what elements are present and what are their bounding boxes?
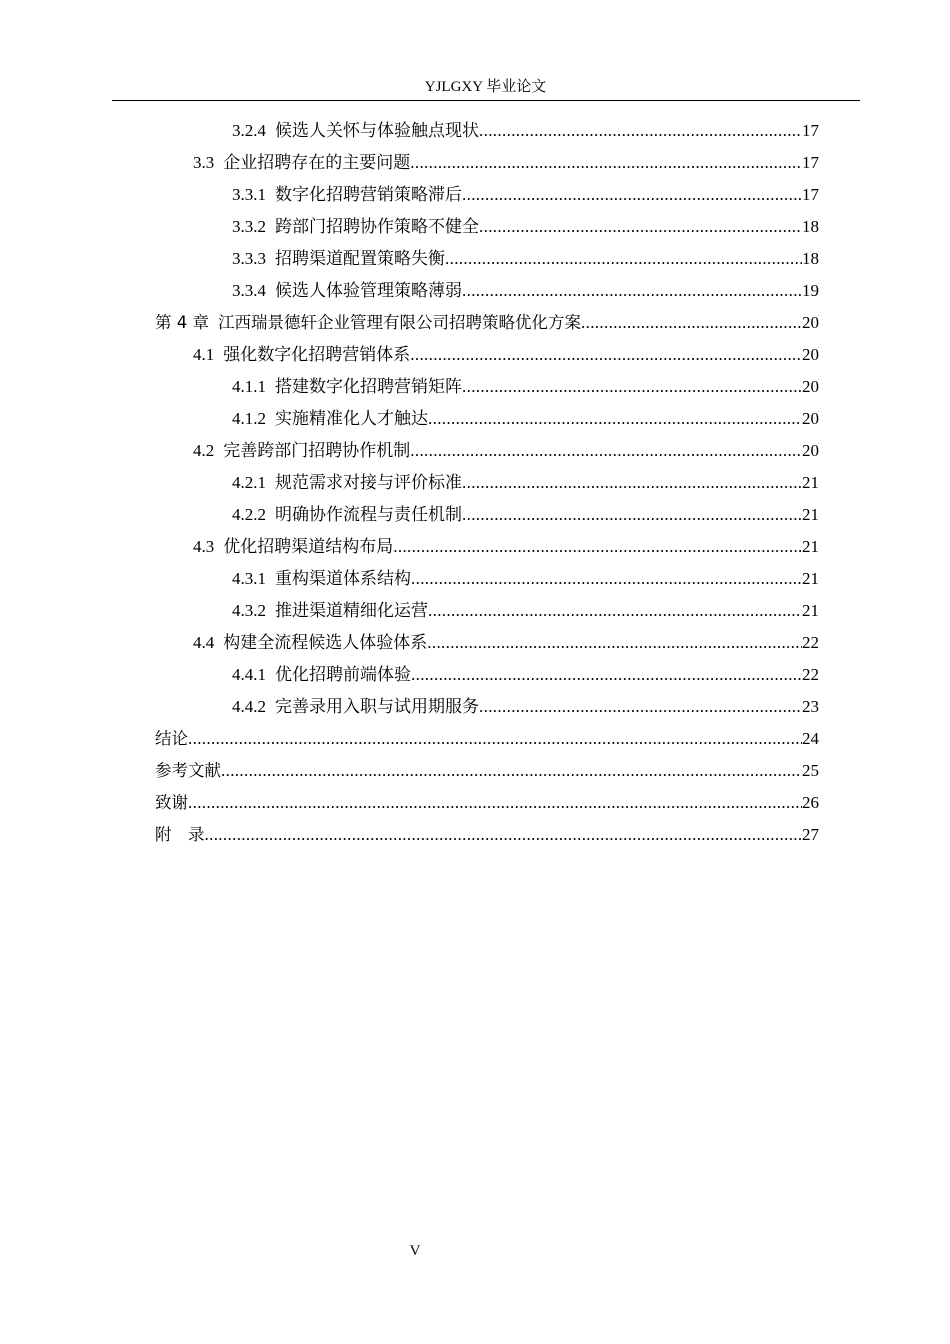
- toc-entry-title: 数字化招聘营销策略滞后: [275, 185, 462, 204]
- toc-dot-leader: [221, 755, 802, 787]
- toc-entry-page: 17: [802, 121, 819, 140]
- toc-entry[interactable]: [155, 435, 819, 467]
- toc-entry[interactable]: [155, 339, 819, 371]
- toc-dot-leader: [188, 787, 802, 819]
- toc-entry-title: 结论: [155, 729, 188, 748]
- toc-entry-page: 20: [802, 313, 819, 332]
- toc-entry-references[interactable]: [155, 755, 819, 787]
- toc-entry[interactable]: [155, 563, 819, 595]
- toc-entry-page: 24: [802, 729, 819, 748]
- toc-entry-number: 3.3.4: [232, 281, 266, 300]
- toc-dot-leader: [462, 371, 802, 403]
- toc-entry-number: 3.3.1: [232, 185, 266, 204]
- toc-entry-title: 优化招聘前端体验: [275, 665, 411, 684]
- toc-entry-number: 第 4 章: [155, 313, 209, 332]
- toc-entry-page: 20: [802, 377, 819, 396]
- toc-entry[interactable]: [155, 147, 819, 179]
- toc-entry-conclusion[interactable]: [155, 723, 819, 755]
- toc-entry-title: 强化数字化招聘营销体系: [223, 345, 411, 364]
- toc-entry-number: 4.1.2: [232, 409, 266, 428]
- toc-entry[interactable]: [155, 531, 819, 563]
- toc-entry-title: 附 录: [155, 825, 205, 844]
- toc-entry-title: 完善跨部门招聘协作机制: [223, 441, 411, 460]
- toc-entry[interactable]: [155, 211, 819, 243]
- toc-entry-page: 21: [802, 537, 819, 556]
- toc-dot-leader: [462, 499, 802, 531]
- toc-entry[interactable]: [155, 499, 819, 531]
- toc-entry-page: 22: [802, 665, 819, 684]
- toc-dot-leader: [462, 179, 802, 211]
- toc-entry-page: 20: [802, 409, 819, 428]
- toc-dot-leader: [205, 819, 803, 851]
- toc-entry-number: 4.3.1: [232, 569, 266, 588]
- toc-entry[interactable]: [155, 275, 819, 307]
- toc-entry-number: 4.4.2: [232, 697, 266, 716]
- toc-entry-page: 21: [802, 505, 819, 524]
- toc-dot-leader: [462, 275, 802, 307]
- toc-entry-title: 搭建数字化招聘营销矩阵: [275, 377, 462, 396]
- toc-entry-number: 4.3: [193, 537, 215, 556]
- toc-entry-title: 优化招聘渠道结构布局: [223, 537, 394, 556]
- toc-entry-title: 候选人关怀与体验触点现状: [275, 121, 479, 140]
- page-number: V: [409, 1243, 421, 1259]
- toc-dot-leader: [411, 563, 802, 595]
- toc-entry-page: 21: [802, 569, 819, 588]
- toc-entry-title: 致谢: [155, 793, 188, 812]
- page-header: YJLGXY 毕业论文: [424, 79, 547, 95]
- toc-entry-title: 推进渠道精细化运营: [275, 601, 428, 620]
- toc-dot-leader: [410, 435, 802, 467]
- toc-entry-number: 3.3: [193, 153, 215, 172]
- toc-entry-page: 20: [802, 345, 819, 364]
- toc-entry-number: 4.2.2: [232, 505, 266, 524]
- toc-dot-leader: [479, 115, 802, 147]
- toc-entry-title: 参考文献: [155, 761, 221, 780]
- toc-entry[interactable]: [155, 243, 819, 275]
- toc-entry-page: 17: [802, 153, 819, 172]
- toc-dot-leader: [479, 211, 802, 243]
- toc-entry-number: 4.4: [193, 633, 215, 652]
- toc-dot-leader: [188, 723, 802, 755]
- toc-dot-leader: [411, 659, 802, 691]
- toc-dot-leader: [581, 307, 802, 339]
- toc-dot-leader: [427, 627, 802, 659]
- toc-entry-number: 4.3.2: [232, 601, 266, 620]
- toc-dot-leader: [428, 403, 802, 435]
- toc-entry-title: 实施精准化人才触达: [275, 409, 428, 428]
- table-of-contents: [155, 115, 819, 851]
- toc-entry-appendix[interactable]: [155, 819, 819, 851]
- toc-entry-page: 21: [802, 473, 819, 492]
- toc-entry-number: 4.1.1: [232, 377, 266, 396]
- toc-entry-number: 4.2.1: [232, 473, 266, 492]
- toc-entry-title: 企业招聘存在的主要问题: [223, 153, 411, 172]
- toc-entry-number: 4.4.1: [232, 665, 266, 684]
- toc-entry-title: 构建全流程候选人体验体系: [223, 633, 428, 652]
- toc-entry-title: 江西瑞景德轩企业管理有限公司招聘策略优化方案: [218, 313, 581, 332]
- toc-dot-leader: [445, 243, 802, 275]
- toc-entry-title: 规范需求对接与评价标准: [275, 473, 462, 492]
- toc-entry-number: 4.2: [193, 441, 215, 460]
- header-rule: [112, 100, 860, 101]
- toc-entry-page: 20: [802, 441, 819, 460]
- toc-entry-page: 21: [802, 601, 819, 620]
- toc-entry[interactable]: [155, 371, 819, 403]
- toc-entry[interactable]: [155, 659, 819, 691]
- toc-entry-page: 18: [802, 249, 819, 268]
- toc-entry-page: 22: [802, 633, 819, 652]
- toc-entry-page: 19: [802, 281, 819, 300]
- toc-entry[interactable]: [155, 595, 819, 627]
- toc-entry-page: 17: [802, 185, 819, 204]
- toc-entry-page: 23: [802, 697, 819, 716]
- toc-entry-title: 重构渠道体系结构: [275, 569, 411, 588]
- toc-dot-leader: [393, 531, 802, 563]
- toc-entry-number: 4.1: [193, 345, 215, 364]
- toc-entry-number: 3.3.2: [232, 217, 266, 236]
- toc-dot-leader: [479, 691, 802, 723]
- toc-entry-title: 明确协作流程与责任机制: [275, 505, 462, 524]
- toc-entry[interactable]: [155, 115, 819, 147]
- toc-entry-number: 3.3.3: [232, 249, 266, 268]
- toc-entry-acknowledgements[interactable]: [155, 787, 819, 819]
- toc-dot-leader: [428, 595, 802, 627]
- toc-dot-leader: [462, 467, 802, 499]
- toc-entry-page: 26: [802, 793, 819, 812]
- toc-entry[interactable]: [155, 627, 819, 659]
- toc-entry-page: 18: [802, 217, 819, 236]
- toc-entry-page: 25: [802, 761, 819, 780]
- toc-entry[interactable]: [155, 179, 819, 211]
- toc-entry-page: 27: [802, 825, 819, 844]
- toc-entry-title: 跨部门招聘协作策略不健全: [275, 217, 479, 236]
- toc-entry-chapter[interactable]: [155, 307, 819, 339]
- toc-entry-number: 3.2.4: [232, 121, 266, 140]
- toc-entry[interactable]: [155, 691, 819, 723]
- toc-entry-title: 完善录用入职与试用期服务: [275, 697, 479, 716]
- toc-entry[interactable]: [155, 403, 819, 435]
- toc-entry-title: 候选人体验管理策略薄弱: [275, 281, 462, 300]
- toc-dot-leader: [410, 147, 802, 179]
- toc-dot-leader: [410, 339, 802, 371]
- toc-entry[interactable]: [155, 467, 819, 499]
- toc-entry-title: 招聘渠道配置策略失衡: [275, 249, 445, 268]
